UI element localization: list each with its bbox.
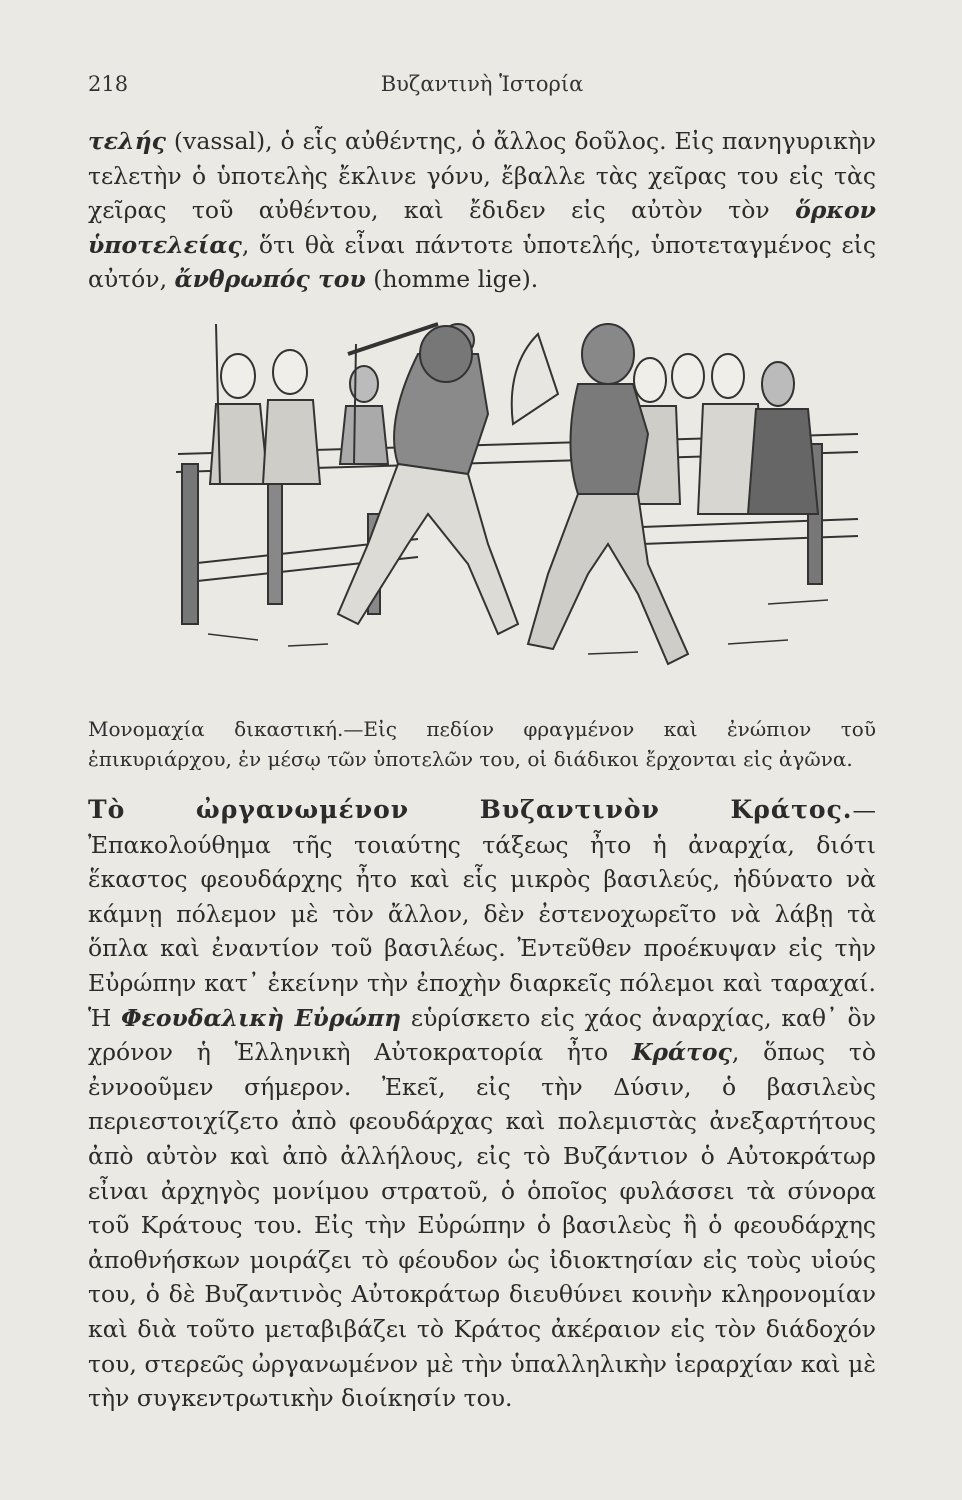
figure-caption: Μονομαχία δικαστική.—Εἰς πεδίον φραγμένον καὶ ἐνώπιον τοῦ ἐπικυριάρχου, ἐν μέσῳ τῶν ὑποτελῶν του, οἱ διάδικοι ἔρχονται εἰς ἀγῶνα.: [88, 717, 876, 771]
text-run: εὑρίσκετο εἰς χάος ἀναρχίας, καθ᾽ ὃν χρόνον ἡ Ἑλληνικὴ Αὐτοκρατορία ἦτο: [88, 1003, 876, 1067]
text-run: (homme lige).: [365, 265, 539, 294]
duel-engraving: [168, 314, 868, 706]
term-oath: ὅρκον ὑποτελείας: [88, 196, 876, 259]
term-state: Κράτος: [631, 1038, 732, 1067]
running-title: Βυζαντινὴ Ἱστορία: [380, 72, 584, 96]
paragraph-byzantine-state: [88, 793, 876, 1416]
text-run: —Ἐπακολούθημα τῆς τοιαύτης τάξεως ἦτο ἡ ἀναρχία, διότι ἕκαστος φεουδάρχης ἦτο καὶ εἷς μικρὸς βασιλεύς, ἠδύνατο νὰ κάμνῃ πόλεμον μὲ τὸν ἄλλον, δὲν ἐστενοχωρεῖτο νὰ λάβῃ τὰ ὅπλα καὶ ἐναντίον τοῦ βασιλέως. Ἐντεῦθεν προέκυψαν εἰς τὴν Εὐρώπην κατ᾽ ἐκείνην τὴν ἐποχὴν διαρκεῖς πόλεμοι καὶ ταραχαί. Ἡ: [88, 796, 876, 1032]
text-run: , ὅτι θὰ εἶναι πάντοτε ὑποτελής, ὑποτεταγμένος εἰς αὐτόν,: [88, 230, 876, 294]
page-number: 218: [88, 72, 129, 96]
page-header: [88, 72, 876, 108]
term-man: ἄνθρωπός του: [174, 265, 366, 294]
term-telis: τελής: [88, 127, 166, 155]
term-feudal-europe: Φεουδαλικὴ Εὐρώπη: [121, 1003, 402, 1032]
paragraph-vassal: [88, 124, 876, 297]
duel-illustration: [168, 314, 868, 706]
text-run: , ὅπως τὸ ἐννοοῦμεν σήμερον. Ἐκεῖ, εἰς τὴν Δύσιν, ὁ βασιλεὺς περιεστοιχίζετο ἀπὸ φεουδάρχας καὶ πολεμιστὰς ἀνεξαρτήτους ἀπὸ αὐτὸν καὶ ἀπὸ ἀλλήλους, εἰς τὸ Βυζάντιον ὁ Αὐτοκράτωρ εἶναι ἀρχηγὸς μονίμου στρατοῦ, ὁ ὁποῖος φυλάσσει τὰ σύνορα τοῦ Κράτους του. Εἰς τὴν Εὐρώπην ὁ βασιλεὺς ἢ ὁ φεουδάρχης ἀποθνήσκων μοιράζει τὸ φέουδον ὡς ἰδιοκτησίαν εἰς τοὺς υἱούς του, ὁ δὲ Βυζαντινὸς Αὐτοκράτωρ διευθύνει κοινὴν κληρονομίαν καὶ διὰ τοῦτο μεταβιβάζει τὸ Κράτος ἀκέραιον εἰς τὸν διάδοχόν του, στερεῶς ὠργανωμένον μὲ τὴν ὑπαλληλικὴν ἱεραρχίαν καὶ μὲ τὴν συγκεντρωτικὴν διοίκησίν του.: [88, 1038, 876, 1413]
text-run: (vassal), ὁ εἷς αὐθέντης, ὁ ἄλλος δοῦλος. Εἰς πανηγυρικὴν τελετὴν ὁ ὑποτελὴς ἔκλινε γόνυ, ἔβαλλε τὰς χεῖρας του εἰς τὰς χεῖρας τοῦ αὐθέντου, καὶ ἔδιδεν εἰς αὐτὸν τὸν: [88, 127, 876, 225]
section-heading: Τὸ ὠργανωμένον Βυζαντινὸν Κράτος.: [88, 795, 853, 824]
